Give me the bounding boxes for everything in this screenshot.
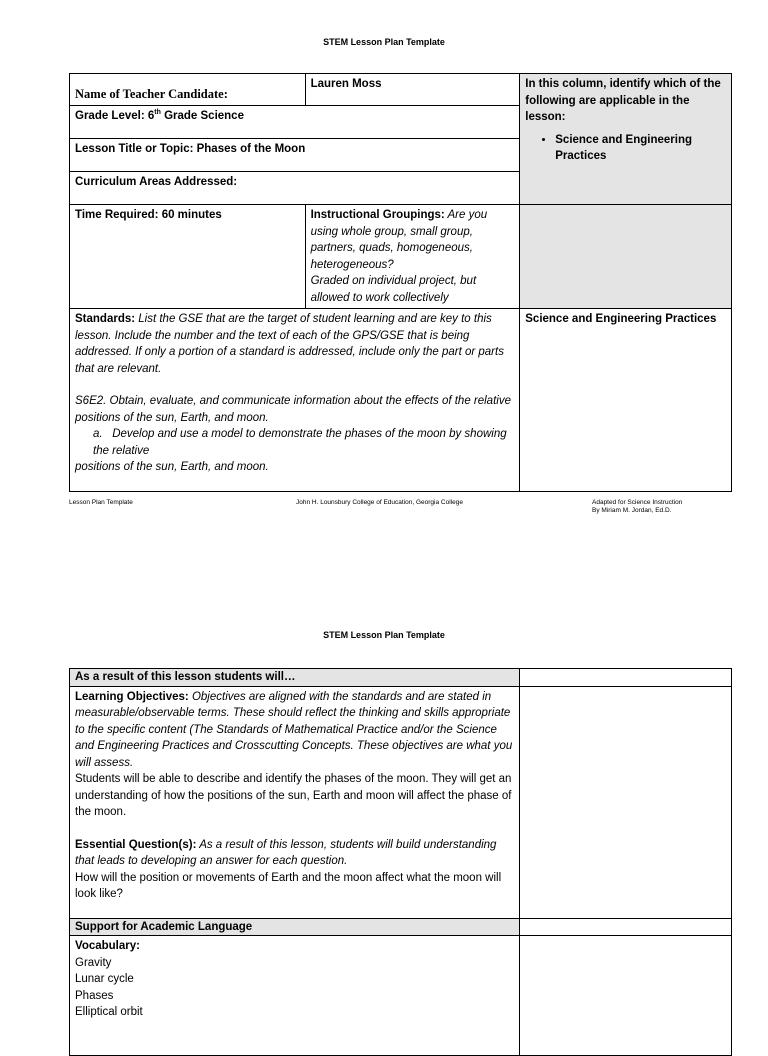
lesson-title: Lesson Title or Topic: Phases of the Moon <box>70 139 520 172</box>
eq-answer: How will the position or movements of Earth and the moon affect what the moon will look like? <box>75 871 502 900</box>
vocab-item: Lunar cycle <box>75 973 134 985</box>
applicable-column <box>520 74 732 205</box>
objectives-table <box>69 668 732 1056</box>
page-title: STEM Lesson Plan Template <box>323 37 445 47</box>
objectives-answer: Students will be able to describe and identify the phases of the moon. They will get an understanding of how the positions of the sun, Earth and moon will affect the phase of the moon. <box>75 773 512 818</box>
teacher-name: Lauren Moss <box>305 74 520 106</box>
footer-left: Lesson Plan Template <box>69 499 133 506</box>
footer-right: Adapted for Science Instruction By Miriam M. Jordan, Ed.D. <box>592 499 683 514</box>
vocab-item: Gravity <box>75 956 112 969</box>
right-header: In this column, identify which of the following are applicable in the lesson: <box>525 78 721 123</box>
practices-header: Science and Engineering Practices <box>520 309 732 492</box>
vocabulary-cell <box>70 936 520 1056</box>
page-title-2: STEM Lesson Plan Template <box>323 630 445 640</box>
vocab-item: Elliptical orbit <box>75 1006 143 1018</box>
vocab-item: Phases <box>75 989 114 1002</box>
instructional-groupings: Instructional Groupings: Are you using whole group, small group, partners, quads, homogeneous, heterogeneous? Graded on individual project, but allowed to work collectively <box>305 205 520 309</box>
vocab-label: Vocabulary: <box>75 940 140 952</box>
grade-level: Grade Level: 6th Grade Science <box>70 106 520 139</box>
footer-mid: John H. Lounsbury College of Education, Georgia College <box>296 499 463 506</box>
standard-s6e2: S6E2. Obtain, evaluate, and communicate information about the effects of the relative positions of the sun, Earth, and moon. <box>75 395 511 424</box>
result-header: As a result of this lesson students will… <box>70 669 520 687</box>
objectives-cell: Learning Objectives: Objectives are aligned with the standards and are stated in measurable/observable terms. These should reflect the thinking and skills appropriate to the specific content (The Standards of Mathematical Practice and/or the Science and Engineering Practices and Crosscutting Concepts. These objectives are what you will assess. Students will be able to describe and identify the phases of the moon. They will get an understanding of how the positions of the sun, Earth and moon will affect the phase of the moon. Essential Question(s): As a result of this lesson, students will build understanding that leads to developing an answer for each question. How will the position or movements of Earth and the moon affect what the moon will look like? <box>70 686 520 918</box>
standard-a-cont: positions of the sun, Earth, and moon. <box>75 461 269 473</box>
groupings-answer: Graded on individual project, but allowed to work collectively <box>310 275 477 304</box>
standards-cell: Standards: List the GSE that are the target of student learning and are key to this lesson. Include the number and the text of each of the GPS/GSE that is being addressed. If only a portion of a standard is addressed, include only the part or parts that are relevant. S6E2. Obtain, evaluate, and communicate information about the effects of the relative positions of the sun, Earth, and moon. a. Develop and use a model to demonstrate the phases of the moon by showing the relative positions of the sun, Earth, and moon. <box>70 309 520 492</box>
academic-language-header: Support for Academic Language <box>70 918 520 936</box>
lesson-info-table <box>69 73 732 492</box>
standard-a: a. Develop and use a model to demonstrate the phases of the moon by showing the relative <box>93 428 507 457</box>
time-required: Time Required: 60 minutes <box>70 205 306 309</box>
practice-bullet: • Science and Engineering Practices <box>555 132 726 165</box>
gray-cell <box>520 205 732 309</box>
teacher-label: Name of Teacher Candidate: <box>75 86 228 101</box>
practices-list <box>525 132 726 165</box>
curriculum-areas: Curriculum Areas Addressed: <box>70 172 520 205</box>
